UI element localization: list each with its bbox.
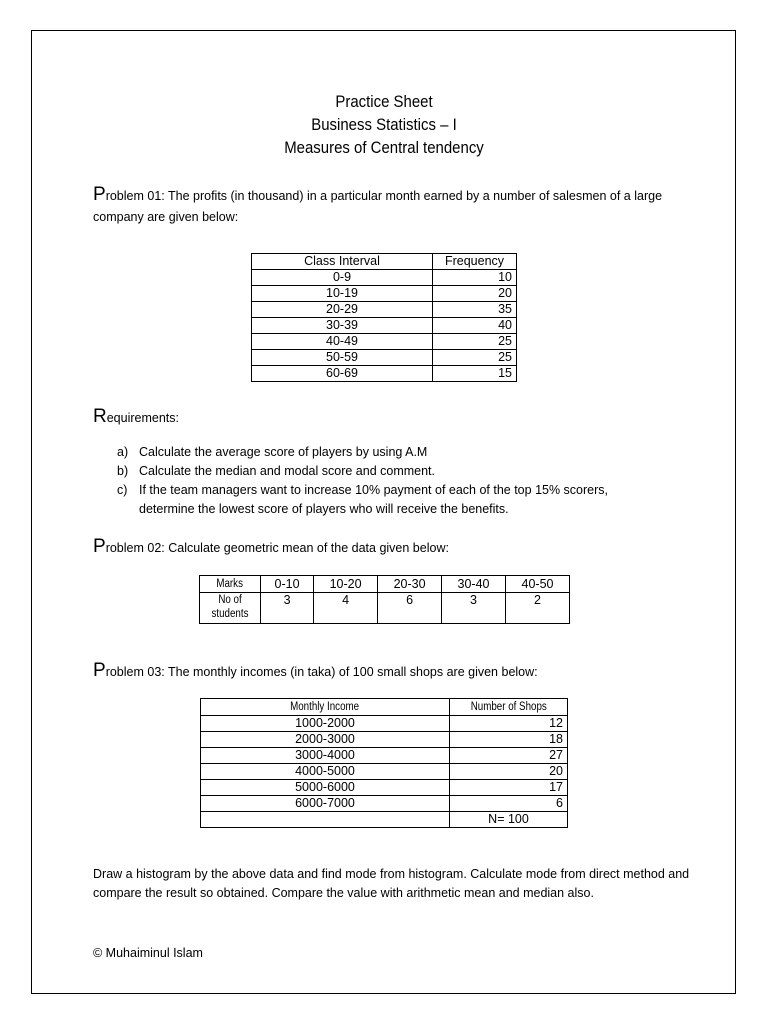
problem-2-label: roblem 02: xyxy=(105,541,165,555)
table-cell: 25 xyxy=(433,334,517,350)
table-cell: 4000-5000 xyxy=(201,764,450,780)
table-cell: 27 xyxy=(450,748,568,764)
table-cell: 6000-7000 xyxy=(201,796,450,812)
requirements-heading xyxy=(93,406,683,429)
table-cell: 18 xyxy=(450,732,568,748)
table-cell: 6 xyxy=(450,796,568,812)
list-item xyxy=(117,481,677,519)
table-row xyxy=(252,302,517,318)
table-cell: 50-59 xyxy=(252,350,433,366)
table-cell: 0-10 xyxy=(261,576,314,593)
table-cell: 10-19 xyxy=(252,286,433,302)
problem-3-initial: P xyxy=(93,660,106,681)
list-item xyxy=(117,443,677,462)
table-cell: 60-69 xyxy=(252,366,433,382)
requirements-label: equirements: xyxy=(106,411,179,425)
table-cell: 17 xyxy=(450,780,568,796)
table-row xyxy=(252,318,517,334)
column-header: Monthly Income xyxy=(201,699,450,716)
problem-1-label: roblem 01: xyxy=(105,189,165,203)
table-row xyxy=(201,796,568,812)
table-cell: 2000-3000 xyxy=(201,732,450,748)
problem-2-text: Calculate geometric mean of the data given below: xyxy=(164,541,449,555)
problem-1-statement xyxy=(93,184,683,228)
problem-1-text: The profits (in thousand) in a particular month earned by a number of salesmen of a large company are given below: xyxy=(93,189,663,224)
table-cell: 3 xyxy=(442,593,506,624)
copyright-note: © Muhaiminul Islam xyxy=(93,946,203,960)
total-cell: N= 100 xyxy=(450,812,568,828)
table-cell: 0-9 xyxy=(252,270,433,286)
table-cell: 12 xyxy=(450,716,568,732)
title-block xyxy=(0,90,768,159)
table-cell: 40-50 xyxy=(506,576,570,593)
list-item-marker: c) xyxy=(117,483,128,497)
table-total-row xyxy=(201,812,568,828)
problem-3-label: roblem 03: xyxy=(105,665,165,679)
title-line-1: Practice Sheet xyxy=(335,92,433,111)
table-cell: 3 xyxy=(261,593,314,624)
table-cell: 25 xyxy=(433,350,517,366)
table-cell: 10 xyxy=(433,270,517,286)
income-table xyxy=(200,698,568,828)
column-header: Frequency xyxy=(433,254,517,270)
table-cell: 1000-2000 xyxy=(201,716,450,732)
table-row xyxy=(252,286,517,302)
table-cell: 4 xyxy=(314,593,378,624)
column-header: Class Interval xyxy=(252,254,433,270)
table-cell: 35 xyxy=(433,302,517,318)
table-row xyxy=(201,764,568,780)
table-cell: 15 xyxy=(433,366,517,382)
title-line-2: Business Statistics – I xyxy=(311,115,457,134)
table-cell: 40 xyxy=(433,318,517,334)
list-item-text: If the team managers want to increase 10% payment of each of the top 15% scorers, determine the lowest score of players who will receive the benefits. xyxy=(139,483,609,516)
table-row xyxy=(201,780,568,796)
table-cell: 20-30 xyxy=(378,576,442,593)
marks-table xyxy=(199,575,570,624)
table-header-row xyxy=(201,699,568,716)
table-cell: 30-39 xyxy=(252,318,433,334)
table-row xyxy=(200,593,570,624)
requirements-initial: R xyxy=(93,406,107,427)
table-cell: 20-29 xyxy=(252,302,433,318)
table-row xyxy=(252,334,517,350)
problem-2-statement xyxy=(93,536,683,559)
row-label: Marks xyxy=(200,576,261,593)
problem-3-statement xyxy=(93,660,683,683)
table-cell: 3000-4000 xyxy=(201,748,450,764)
table-row xyxy=(252,270,517,286)
requirements-list xyxy=(117,443,677,519)
table-cell: 20 xyxy=(433,286,517,302)
problem-3-text: The monthly incomes (in taka) of 100 small shops are given below: xyxy=(164,665,538,679)
profits-table xyxy=(251,253,517,382)
table-cell: 5000-6000 xyxy=(201,780,450,796)
table-cell: 30-40 xyxy=(442,576,506,593)
row-label: No of students xyxy=(200,593,261,624)
problem-1-initial: P xyxy=(93,184,106,205)
list-item xyxy=(117,462,677,481)
table-cell: 6 xyxy=(378,593,442,624)
title-line-3: Measures of Central tendency xyxy=(284,138,484,157)
table-cell: 40-49 xyxy=(252,334,433,350)
table-row xyxy=(252,350,517,366)
problem-2-initial: P xyxy=(93,536,106,557)
closing-paragraph: Draw a histogram by the above data and find mode from histogram. Calculate mode from direct method and compare the result so obtained. Compare the value with arithmetic mean and median also. xyxy=(93,867,690,900)
table-cell xyxy=(201,812,450,828)
table-cell: 2 xyxy=(506,593,570,624)
list-item-text: Calculate the average score of players by using A.M xyxy=(139,445,428,459)
list-item-marker: a) xyxy=(117,445,129,459)
table-row xyxy=(201,748,568,764)
list-item-text: Calculate the median and modal score and comment. xyxy=(139,464,435,478)
table-row xyxy=(252,366,517,382)
table-cell: 10-20 xyxy=(314,576,378,593)
table-cell: 20 xyxy=(450,764,568,780)
table-row xyxy=(201,732,568,748)
table-header-row xyxy=(252,254,517,270)
column-header: Number of Shops xyxy=(450,699,568,716)
table-row xyxy=(201,716,568,732)
table-row xyxy=(200,576,570,593)
list-item-marker: b) xyxy=(117,464,129,478)
